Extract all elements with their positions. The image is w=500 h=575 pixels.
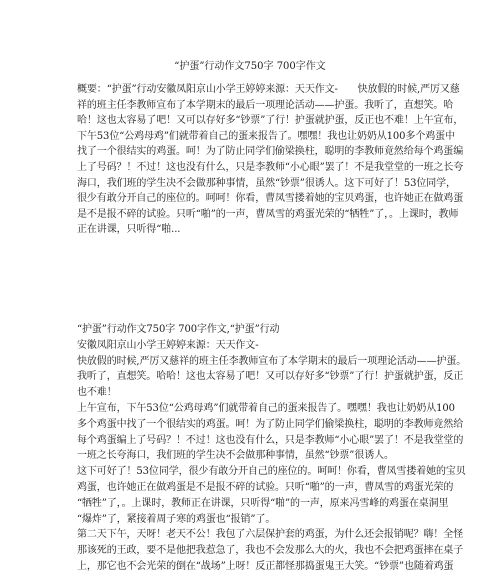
text-line: “护蛋”行动作文750字 700字作文,“护蛋”行动 (77, 324, 280, 335)
text-line: 鸡蛋，也许她正在做鸡蛋是不是报不碎的试验。只听“啪”的一声，曹凤雪的鸡蛋光荣的 (77, 481, 454, 493)
text-line: 海口，我们班的学生决不会做那种事情，虽然“钞票”很诱人。这下可好了！53位同学， (77, 177, 456, 189)
text-line: 下午53位“公鸡母鸡”们就带着自己的蛋来报告了。嘿嘿！我也让奶奶从100多个鸡蛋中 (77, 130, 455, 142)
article-body (77, 322, 467, 575)
text-line: 正在讲课，只听得“啪... (77, 224, 181, 236)
summary-paragraph (77, 82, 464, 238)
document-title: “护蛋”行动作文750字 700字作文 (174, 61, 326, 72)
text-line: 多个鸡蛋中找了一个很结实的鸡蛋。呵！为了防止同学们偷梁换柱，聪明的李教师竟然给 (77, 418, 464, 430)
text-line: 这下可好了！53位同学，很少有敢分开自己的座位的。呵呵！你看，曹凤雪搂着她的宝贝 (77, 466, 466, 478)
text-line: 安徽凤阳京山小学王婷婷来源：天天作文- (77, 339, 259, 351)
text-line: “牺牲”了，。上课时，教师正在讲课，只听得“啪”的一声，原来冯雪峰的鸡蛋在桌洞里 (77, 497, 449, 509)
text-line: 第二天下午，天呀！老天不公！我包了六层保护套的鸡蛋，为什么还会报销呢？嗨！全怪 (77, 529, 464, 541)
text-line: 很少有敢分开自己的座位的。呵呵！你看，曹凤雪搂着她的宝贝鸡蛋，也许她正在做鸡蛋 (77, 193, 464, 205)
text-line: 上，那它也不会光荣的倒在“战场”上呀！反正都怪那捣蛋鬼王大笑。“钞票”也随着鸡蛋 (77, 560, 454, 572)
text-line: 每个鸡蛋编上了号码？！不过！这也没有什么，只是李教师“小心眼”罢了！不是我堂堂的 (77, 434, 464, 446)
text-line: 我听了，直想笑。哈哈！这也太容易了吧！又可以存好多“钞票”了行！护蛋就护蛋，反正 (77, 371, 464, 383)
text-line: 哈！这也太容易了吧！又可以存好多“钞票”了行！护蛋就护蛋，反正也不难！上午宣布， (77, 115, 464, 127)
text-line: 找了一个很结实的鸡蛋。呵！为了防止同学们偷梁换柱，聪明的李教师竟然给每个鸡蛋编 (77, 146, 464, 158)
text-line: 上了号码？！不过！这也没有什么，只是李教师“小心眼”罢了！不是我堂堂的一班之长夸 (77, 161, 464, 173)
text-line: 那该死的王政，要不是他把我惹急了，我也不会发那么大的火，我也不会把鸡蛋摔在桌子 (77, 545, 464, 557)
text-line: 概要：“护蛋”行动安徽凤阳京山小学王婷婷来源：天天作文- 快放假的时候,严厉又慈 (77, 84, 460, 95)
text-line: 快放假的时候,严厉又慈祥的班主任李教师宣布了本学期末的最后一项理论活动——护蛋。 (77, 355, 467, 367)
text-line: 上午宣布，下午53位“公鸡母鸡”们就带着自己的蛋来报告了。嘿嘿！我也让奶奶从100 (77, 402, 455, 414)
text-line: 也不难！ (77, 387, 117, 399)
text-line: 是不是报不碎的试验。只听“啪”的一声，曹凤雪的鸡蛋光荣的“牺牲”了，。上课时，教师 (77, 208, 459, 220)
text-line: “爆炸”了，紧接着周子寒的鸡蛋也“报销”了。 (77, 513, 276, 525)
text-line: 祥的班主任李教师宣布了本学期末的最后一项理论活动——护蛋。我听了，直想笑。哈 (77, 99, 454, 111)
text-line: 一班之长夸海口，我们班的学生决不会做那种事情，虽然“钞票”很诱人。 (77, 450, 394, 462)
